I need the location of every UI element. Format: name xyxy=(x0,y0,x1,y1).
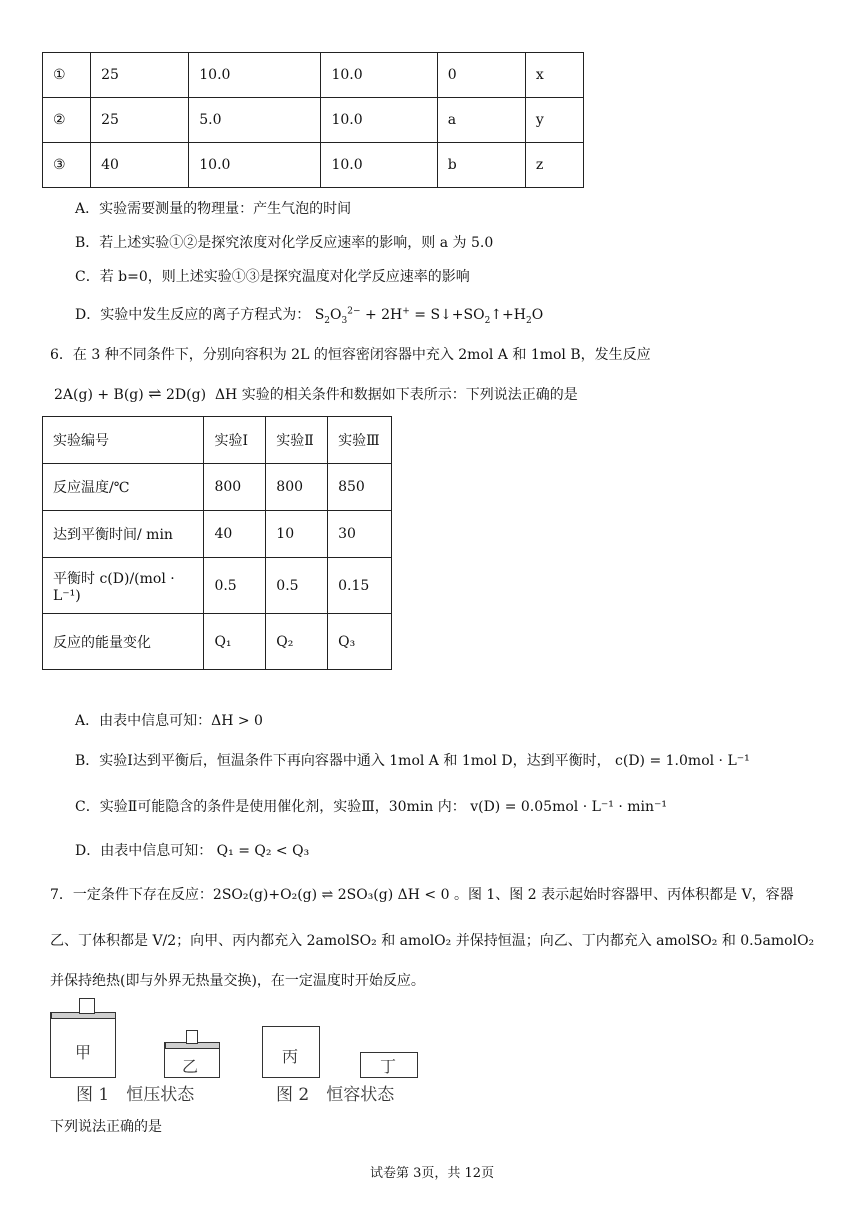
q6-stem-tail: 实验的相关条件和数据如下表所示：下列说法正确的是 xyxy=(241,387,578,403)
table-cell: 25 xyxy=(91,98,189,143)
table-cell: ③ xyxy=(43,143,91,188)
table-header: 实验Ⅱ xyxy=(266,417,328,464)
table-cell: b xyxy=(437,143,525,188)
q6-option-a: A．由表中信息可知：ΔH > 0 xyxy=(75,713,263,729)
table-cell: Q₁ xyxy=(204,614,266,670)
label-ding: 丁 xyxy=(380,1057,397,1076)
table-cell: x xyxy=(525,53,583,98)
table-row xyxy=(43,511,392,558)
table-cell: z xyxy=(525,143,583,188)
table-header: 实验Ⅰ xyxy=(204,417,266,464)
table-cell: 0.15 xyxy=(328,558,392,614)
table-cell: 0 xyxy=(437,53,525,98)
table-cell: 0.5 xyxy=(266,558,328,614)
table-cell: 5.0 xyxy=(189,98,321,143)
table-cell: Q₂ xyxy=(266,614,328,670)
q6-option-d: D．由表中信息可知： Q₁ = Q₂ < Q₃ xyxy=(75,843,310,859)
q6-stem-line1: 6．在 3 种不同条件下，分别向容积为 2L 的恒容密闭容器中充入 2mol A 和 1mol B，发生反应 xyxy=(50,347,651,363)
table-cell: 反应温度/℃ xyxy=(43,464,204,511)
table-row xyxy=(43,558,392,614)
caption-fig2: 图 2 恒容状态 xyxy=(276,1085,395,1105)
q7-stem-line3: 并保持绝热(即与外界无热量交换)，在一定温度时开始反应。 xyxy=(50,973,425,989)
table-cell: ② xyxy=(43,98,91,143)
q7-stem-line2: 乙、丁体积都是 V/2；向甲、丙内都充入 2amolSO₂ 和 amolO₂ 并保持恒温；向乙、丁内都充入 amolSO₂ 和 0.5amolO₂ xyxy=(50,933,815,949)
table-cell: 800 xyxy=(266,464,328,511)
table-cell: Q₃ xyxy=(328,614,392,670)
table-cell: 10.0 xyxy=(321,53,437,98)
q5-option-c: C．若 b=0，则上述实验①③是探究温度对化学反应速率的影响 xyxy=(75,269,470,285)
table-row xyxy=(43,98,584,143)
q5-option-d xyxy=(75,304,543,326)
table-cell: 850 xyxy=(328,464,392,511)
table-cell: 10.0 xyxy=(189,143,321,188)
table-row xyxy=(43,53,584,98)
table-cell: 达到平衡时间/ min xyxy=(43,511,204,558)
table-row xyxy=(43,614,392,670)
table-cell: 25 xyxy=(91,53,189,98)
table-cell: 反应的能量变化 xyxy=(43,614,204,670)
caption-fig1: 图 1 恒压状态 xyxy=(76,1085,195,1105)
page-footer: 试卷第 3页，共 12页 xyxy=(370,1166,495,1181)
experiment-table-1 xyxy=(42,52,584,188)
q6-option-b: B．实验Ⅰ达到平衡后，恒温条件下再向容器中通入 1mol A 和 1mol D，达到平衡时， c(D) = 1.0mol · L⁻¹ xyxy=(75,753,750,769)
table-cell: 10.0 xyxy=(321,98,437,143)
table-cell: 40 xyxy=(204,511,266,558)
table-header-row xyxy=(43,417,392,464)
table-header: 实验Ⅲ xyxy=(328,417,392,464)
table-cell: 0.5 xyxy=(204,558,266,614)
table-cell: ① xyxy=(43,53,91,98)
q6-option-c: C．实验Ⅱ可能隐含的条件是使用催化剂，实验Ⅲ，30min 内： v(D) = 0.05mol · L⁻¹ · min⁻¹ xyxy=(75,799,668,815)
table-cell: 10.0 xyxy=(189,53,321,98)
q7-ask: 下列说法正确的是 xyxy=(50,1119,162,1135)
table-row xyxy=(43,464,392,511)
table-cell: 40 xyxy=(91,143,189,188)
label-bing: 丙 xyxy=(282,1047,299,1066)
q6-stem-line2 xyxy=(54,384,578,404)
ionic-equation: $S_2O_3^{2-} + 2H^+$ = $S↓+SO_2↑+H_2O$ xyxy=(314,306,544,326)
q7-stem-line1: 7．一定条件下存在反应：2SO₂(g)+O₂(g) ⇌ 2SO₃(g) ΔH < 0 。图 1、图 2 表示起始时容器甲、丙体积都是 V，容器 xyxy=(50,887,794,903)
table-row xyxy=(43,143,584,188)
table-cell: a xyxy=(437,98,525,143)
piston-rod xyxy=(79,998,95,1014)
table-cell: y xyxy=(525,98,583,143)
q5-option-a: A．实验需要测量的物理量：产生气泡的时间 xyxy=(75,201,352,217)
table-cell: 800 xyxy=(204,464,266,511)
experiment-table-2 xyxy=(42,416,392,670)
label-jia: 甲 xyxy=(75,1043,92,1062)
table-header: 实验编号 xyxy=(43,417,204,464)
q5-option-b: B．若上述实验①②是探究浓度对化学反应速率的影响，则 a 为 5.0 xyxy=(75,235,494,251)
piston-rod xyxy=(186,1030,198,1044)
table-cell: 30 xyxy=(328,511,392,558)
q5-option-d-label: D．实验中发生反应的离子方程式为： xyxy=(75,307,311,323)
table-cell: 10.0 xyxy=(321,143,437,188)
table-cell: 平衡时 c(D)/(mol · L⁻¹) xyxy=(43,558,204,614)
table-cell: 10 xyxy=(266,511,328,558)
label-yi: 乙 xyxy=(182,1057,199,1076)
reaction-equation: 2A(g) + B(g) ⇌ 2D(g) ΔH xyxy=(54,384,242,403)
